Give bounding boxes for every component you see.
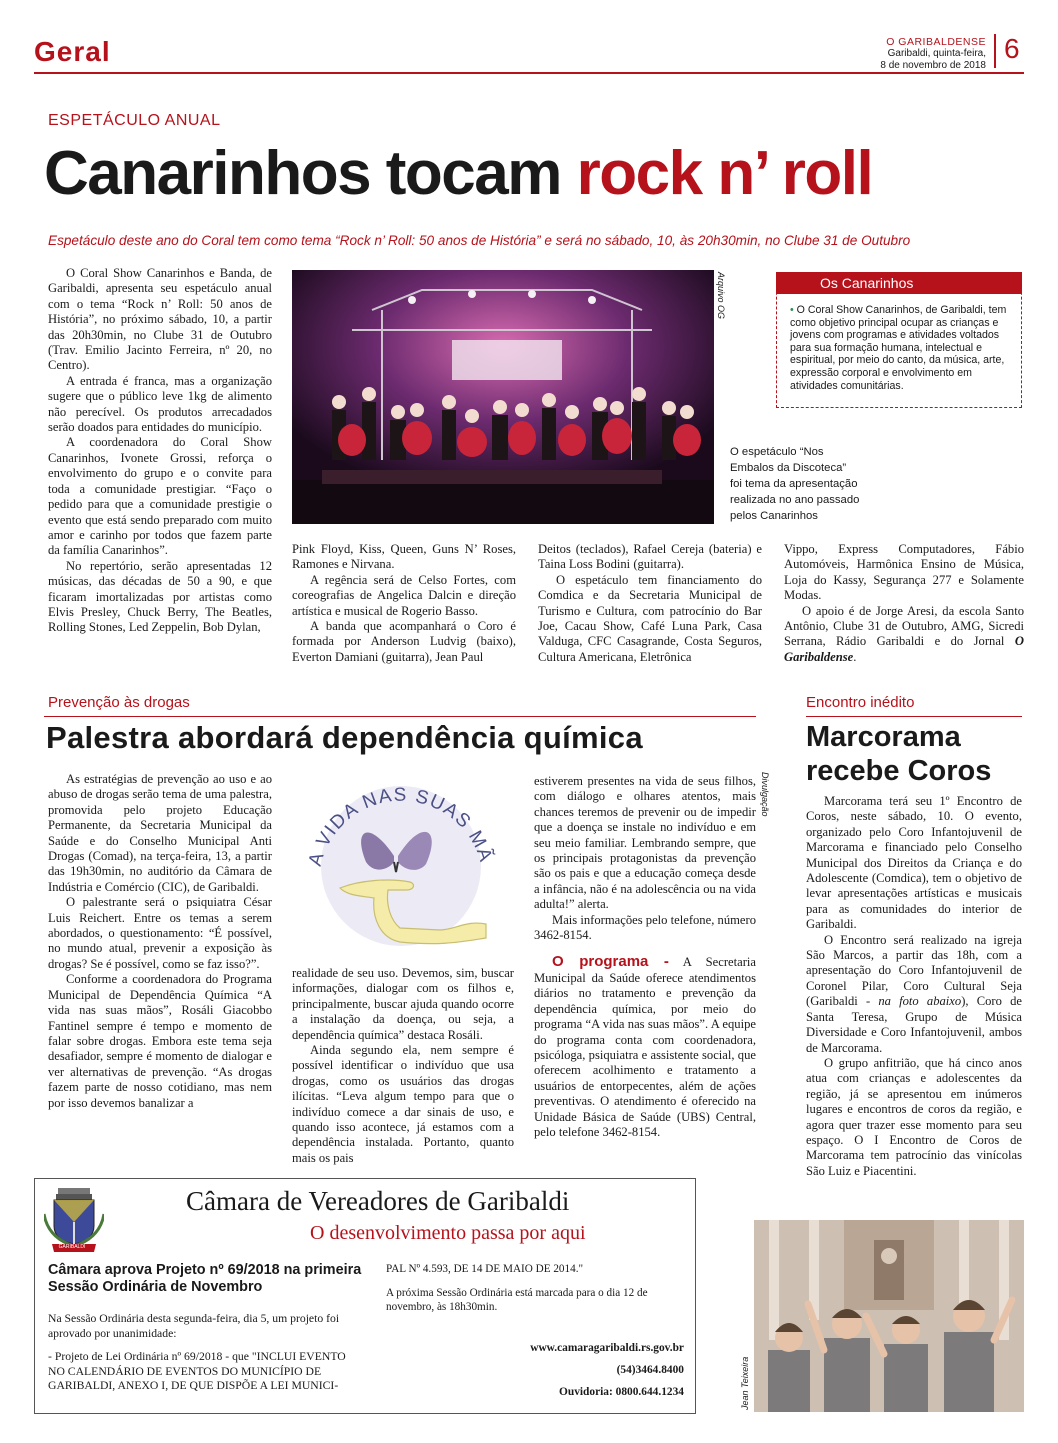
paragraph-continued: Pink Floyd, Kiss, Queen, Guns N’ Roses, Ramones e Nirvana. (292, 542, 516, 572)
newspaper-name: O GARIBALDENSE (886, 36, 986, 48)
story-headline: Palestra abordará dependência química (46, 720, 643, 755)
advert-paragraph: Na Sessão Ordinária desta segunda-feira, dia 5, um projeto foi aprovado por unanimidade: (48, 1312, 340, 1340)
story-deck: Espetáculo deste ano do Coral tem como tema “Rock n’ Roll: 50 anos de História” e será no sábado, 10, às 20h30min, no Clube 31 de Outubro (48, 233, 911, 248)
sidebar-title: Os Canarinhos (776, 272, 1022, 294)
story-column (538, 542, 762, 665)
newspaper-name-inline: O Garibaldense (784, 634, 1024, 664)
photo-reference: na foto abaixo (878, 994, 962, 1009)
paragraph: A entrada é franca, mas a organização sugere que o público leve 1kg de alimento não perecível. Os produtos arrecadados serão doados para entidades do município. (48, 373, 272, 435)
story-column (292, 966, 514, 1166)
paragraph: Marcorama terá seu 1º Encontro de Coros, neste sábado, 10. O evento, organizado pelo Coro Infantojuvenil de Marcorama e financiado pelo Conselho Municipal dos Direitos da Criança e do Adolescente (Comdica), tem o objetivo de levar apresentações artísticas e musicais para as comunidades do interior de Garibaldi. (806, 794, 1022, 932)
advert-paragraph: A próxima Sessão Ordinária está marcada para o dia 12 de novembro, às 18h30min. (386, 1287, 648, 1313)
story-kicker: Prevenção às drogas (48, 694, 190, 711)
story-kicker: ESPETÁCULO ANUAL (48, 112, 221, 129)
paragraph-continued: Deitos (teclados), Rafael Cereja (bateria) e Taina Loss Bodini (guitarra). (538, 542, 762, 572)
subhead-text: A Secretaria Municipal da Saúde oferece atendimentos diários no tratamento e prevenção da dependência química, por meio do programa “A vida nas suas mãos”. A equipe do programa conta com coordenadora, psicóloga, psiquiatra e assistente social, que oferecem acolhimento e tratamento a usuários de entorpecentes, além de ações preventivas. O atendimento é oferecido na Unidade Básica de Saúde (UBS) Central, pelo telefone 3462-8154. (534, 955, 756, 1139)
municipal-crest-icon (44, 1186, 104, 1252)
story-kicker: Encontro inédito (806, 694, 915, 711)
bullet-icon: • (790, 304, 794, 316)
advert-slogan: O desenvolvimento passa por aqui (310, 1222, 586, 1244)
date-line: 8 de novembro de 2018 (880, 60, 986, 71)
paragraph: Conforme a coordenadora do Programa Municipal de Dependência Química “A vida nas suas mãos”, Rosáli Giacobbo Fantinel sempre é tempo e momento de falar sobre drogas. Embora este tema seja desafiador, sempre é momento de dialogar e ver alternativas de prevenção. “As drogas fazem parte de nosso cotidiano, mas nem por isso devemos banalizar a (48, 972, 272, 1110)
story-headline: Marcorama recebe Coros (806, 721, 992, 787)
advert-title: Câmara de Vereadores de Garibaldi (186, 1186, 570, 1216)
photo-credit: Arquivo OG (716, 272, 726, 320)
paragraph: As estratégias de prevenção ao uso e ao abuso de drogas serão tema de uma palestra, promovida pelo projeto Educação Permanente, da Secretaria Municipal da Saúde e do Conselho Municipal Anti Drogas (Comad), na terça-feira, 13, a partir das 19h30min, no auditório da Câmara de Indústria e Comércio (CIC), de Garibaldi. (48, 772, 272, 894)
paragraph: Mais informações pelo telefone, número 3462-8154. (534, 912, 756, 943)
paragraph: No repertório, serão apresentadas 12 músicas, das décadas de 50 a 90, e que ficaram imortalizadas por artistas como Elvis Presley, Chuck Berry, The Beatles, Rolling Stones, Led Zeppelin, Bob Dylan, (48, 558, 272, 635)
paragraph-continued: estiverem presentes na vida de seus filhos, com diálogo e olhares atentos, mais chances teremos de prevenir ou de impedir que a doença se instale no indivíduo e em seu meio familiar. Lembrando sempre, que os principais protagonistas da prevenção são os pais e que a educação começa desde a infância, não é na adolescência ou na vida adulta!” alerta. (534, 774, 756, 912)
paragraph: A banda que acompanhará o Coro é formada por Anderson Ludvig (baixo), Everton Damiani (guitarra), Jean Paul (292, 619, 516, 664)
subhead-label: O programa - (552, 953, 669, 971)
paragraph: A regência será de Celso Fortes, com coreografias de Angelica Dalcin e direção artística e musical de Rogerio Basso. (292, 572, 516, 618)
support-text: O apoio é de Jorge Aresi, da escola Santo Antônio, Clube 31 de Outubro, AMG, Sicredi Serrana, Rádio Garibaldi e do Jornal (784, 603, 1024, 649)
advert-paragraph: PAL Nº 4.593, DE 14 DE MAIO DE 2014." (386, 1263, 584, 1275)
sentence-end: . (853, 649, 857, 664)
photo-caption: O espetáculo “Nos Embalos da Discoteca” foi tema da apresentação realizada no ano passado pelos Canarinhos (730, 446, 860, 522)
story-column (534, 774, 756, 1140)
paragraph (534, 954, 756, 1140)
sidebar-body: O Coral Show Canarinhos, de Garibaldi, tem como objetivo principal ocupar as crianças e jovens com programas e atividades voltados para sua formação humana, intelectual e espiritual, por meio do canto, da música, arte, expressão corporal e envolvimento em atividades comunitárias. (790, 304, 1007, 392)
paragraph: O palestrante será o psiquiatra César Luis Reichert. Entre os temas a serem abordados, o questionamento: “É possível, no mundo atual, prevenir a exposição às drogas? Se é possível, como se faz isso?”. (48, 895, 272, 971)
date-line: Garibaldi, quinta-feira, (887, 48, 986, 59)
choir-photo (754, 1220, 1024, 1412)
section-title: Geral (34, 36, 111, 67)
story-column (784, 542, 1024, 665)
stage-photo (292, 270, 714, 524)
crest-label: GARIBALDI (58, 1244, 86, 1250)
paragraph (784, 604, 1024, 666)
sidebar-text (790, 304, 1012, 392)
headline-part-accent: rock n’ roll (576, 139, 873, 208)
paragraph: O espetáculo tem financiamento do Comdica e da Secretaria Municipal de Turismo e Cultura, com patrocínio do Bar Joe, Cacau Show, Café Luna Park, Casa Valduga, CFC Casagrande, Costa Seguros, Cultura Americana, Eletrônica (538, 572, 762, 664)
paragraph-continued: realidade de seu uso. Devemos, sim, buscar informações, dialogar com os filhos e, principalmente, buscar ajuda quando ocorre a instalação da doença, ou seja, a dependência química” destaca Rosáli. (292, 966, 514, 1042)
section-rule (34, 72, 1024, 74)
paragraph: Ainda segundo ela, nem sempre é possível identificar o indivíduo que usa drogas, como os usuários das drogas ilícitas. “Leva algum tempo para que o indivíduo comece a dar sinais de uso, e quando isso acontece, já estamos com a dependência instalada. Portanto, quanto mais os pais (292, 1043, 514, 1165)
story-column (48, 772, 272, 1111)
story-column (806, 794, 1022, 1179)
advert-headline: Câmara aprova Projeto nº 69/2018 na primeira Sessão Ordinária de Novembro (48, 1262, 362, 1295)
advert-phone: (54)3464.8400 (616, 1364, 684, 1376)
story-column (292, 542, 516, 665)
page-number: 6 (994, 34, 1020, 68)
story-column (48, 266, 272, 636)
photo-credit: Jean Teixeira (740, 1356, 750, 1410)
headline-part: Canarinhos tocam (44, 139, 561, 208)
advert-website-link[interactable]: www.camaragaribaldi.rs.gov.br (530, 1342, 684, 1354)
logo-arc-text: A VIDA NAS SUAS MÃ (304, 784, 497, 869)
photo-credit: Divulgação (760, 772, 770, 817)
paragraph (806, 933, 1022, 1056)
advert-ombudsman: Ouvidoria: 0800.644.1234 (559, 1386, 684, 1398)
paragraph: A coordenadora do Coral Show Canarinhos, Ivonete Grossi, reforça o envolvimento do grupo e o convite para toda a comunidade prestigiar. “Faço o pedido para que a comunidade prestigie o evento que está sendo preparado com muito amor e carinho por todos que fazem parte da família Canarinhos”. (48, 435, 272, 558)
paragraph-text: ), Coro de Santa Teresa, Grupo de Música Diversidade e Coro Infantojuvenil, ambos de Marcorama. (806, 994, 1022, 1055)
edition-date (846, 48, 986, 72)
paragraph: O grupo anfitrião, que há cinco anos atua com crianças e adolescentes da região, já se apresentou em inúmeros lugares e encontros de coros da região, e agora quer trazer esse momento para seu espaço. O I Encontro de Coros de Marcorama tem patrocínio das vinícolas São Luiz e Piacentini. (806, 1055, 1022, 1178)
paragraph: O Coral Show Canarinhos e Banda, de Garibaldi, apresenta seu espetáculo anual com o tema “Rock n’ Roll: 50 anos de História”, no próximo sábado, 10, a partir das 20h30min, no Clube 31 de Outubro (Trav. Emilio Jacinto Ferreira, nº 20, no Centro). (48, 266, 272, 373)
program-logo (290, 770, 512, 960)
story-headline (44, 136, 872, 212)
advert-paragraph: - Projeto de Lei Ordinária nº 69/2018 - que "INCLUI EVENTO NO CALENDÁRIO DE EVENTOS DO MUNICÍPIO DE GARIBALDI, ANEXO I, DE QUE DISPÕE A LEI MUNICI- (48, 1350, 346, 1393)
paragraph-continued: Vippo, Express Computadores, Fábio Automóveis, Harmônica Ensino de Música, Loja do Kassy, Segurança 277 e Solamente Modas. (784, 542, 1024, 603)
kicker-rule (44, 716, 756, 717)
paragraph-text: O Encontro será realizado na igreja São Marcos, a partir das 18h, com a apresentação do Coro Infantojuvenil de Coronel Pilar, Coro Cultural Seja (Garibaldi - (806, 932, 1022, 1009)
kicker-rule (806, 716, 1022, 717)
